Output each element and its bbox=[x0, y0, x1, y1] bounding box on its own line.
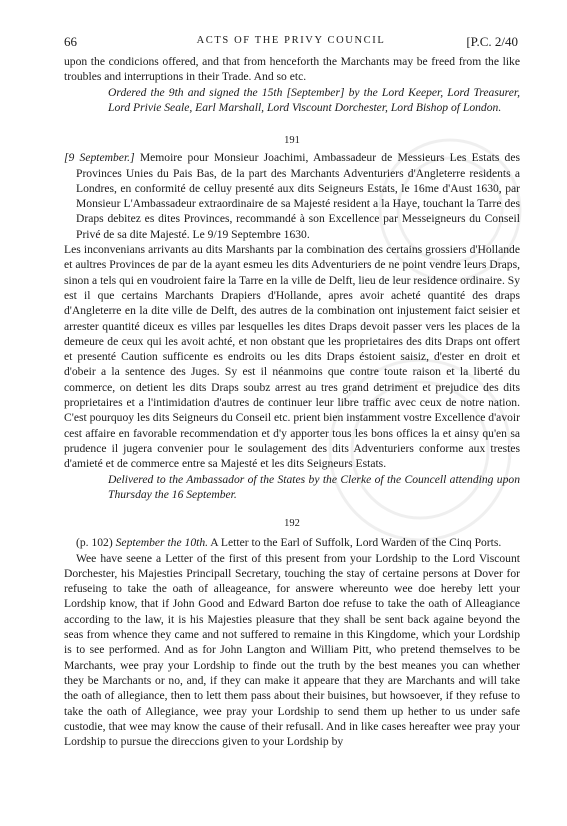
entry-date: [9 September.] bbox=[64, 151, 135, 165]
entry-192 bbox=[64, 516, 520, 749]
entry-number: 192 bbox=[284, 518, 300, 529]
continuation-text: upon the condicions offered, and that from henceforth the Marchants may be freed from the like troubles and interruptions in their Trade. And so etc. bbox=[64, 55, 520, 84]
entry-heading bbox=[64, 535, 520, 550]
delivered-note: Delivered to the Ambassador of the States by the Clerke of the Councell attending upon Thursday the 16 September. bbox=[108, 472, 520, 501]
page-number: 66 bbox=[64, 34, 77, 49]
page-ref: (p. 102) bbox=[76, 536, 113, 550]
entry-heading-text: A Letter to the Earl of Suffolk, Lord Warden of the Cinq Ports. bbox=[210, 536, 502, 550]
entry-body: Wee have seene a Letter of the first of this present from your Lordship to the Lord Viscount Dorchester, his Majesties Principall Secretary, touching the stay of certaine persons at Dover for refuseing to take the oath of alleageance, for answere whereunto wee doe hereby lett your Lordship know, that if John Good and Edward Barton doe refuse to take the oath of Alleagiance according to the law, it is his Majesties pleasure that they shall be sent back againe beyond the seas from whence they came and not suffered to remaine in this Kingdome, which your Lordship is to see performed. And as for John Langton and William Pitt, who pretend themselves to be Marchants, wee pray your Lordship to finde out the truth by the best meanes you can whether they be Marchants or no, and, if they can make it appeare that they are Marchants and will take the oath of allegiance, then to lett them pass about their buisines, but howsoever, if they refuse to take the oath of Allegiance, wee pray your Lordship to send them up hether to us under safe custodie, that wee may know the cause of their refusall. And in like cases hereafter wee pray your Lordship to pursue the direccions given to your Lordship by bbox=[64, 551, 520, 749]
top-continuation bbox=[64, 54, 520, 115]
entry-body: Les inconvenians arrivants au dits Marshants par la combination des certains grossiers d'Hollande et aultres Provinces de par de la ayant esmeu les dits Adventuriers de ne point vendre leurs Draps, sinon a tels qui en voudroient faire la Tarre en la ville de Delft, lieu de leur residence ordinaire. Sy est il que certains Marchants Drapiers d'Hollande, apres avoir acheté quantité des draps d'Angleterre en la dite ville de Delft, des autres de la combination ont injustement faict seisier et arrester quantité diceux es villes par lesquelles les dites Draps devoit passer vers les places de la demeure de ceux qui les avoit achté, et non obstant que les proprietaires des dits Draps ont offert et presenté Caution sufficente es endroits ou les dits Draps éstoient saisiz, d'ester en droit et d'obeir a la sentence des Juges. Sy est il néanmoins que contre toute raison et la liberté du commerce, on detient les dits Draps soubz arrest au tres grand detriment et prejudice des dits proprietaires et a l'intimidation d'autres de continuer leur libre traffic avec ceux de notre nation. C'est pourquoy les dits Seigneurs du Conseil etc. prient bien instamment vostre Excellence d'avoir cest affaire en favorable recommendation et d'y apporter tous les bons offices la et ainsy qu'en sa prudence il jugera convenier pour le soulagement des dits Adventuriers conforme aux trestes d'amieté et de commerce entre sa Majesté et les dits Seigneurs Estats. bbox=[64, 243, 520, 471]
ordered-note: Ordered the 9th and signed the 15th [September] by the Lord Keeper, Lord Treasurer, Lord Privie Seale, Earl Marshall, Lord Viscount Dorchester, Lord Bishop of London. bbox=[108, 85, 520, 114]
entry-date: September the 10th. bbox=[115, 536, 209, 550]
entry-number: 191 bbox=[284, 135, 300, 146]
running-title: ACTS OF THE PRIVY COUNCIL bbox=[196, 35, 386, 46]
archive-reference: [P.C. 2/40 bbox=[466, 34, 518, 49]
entry-191 bbox=[64, 133, 520, 502]
running-header bbox=[64, 34, 518, 50]
entry-heading-text: Memoire pour Monsieur Joachimi, Ambassadeur de Messieurs Les Estats des Provinces Unies du Pais Bas, de la part des Marchants Adventuriers d'Angleterre residents a Londres, en conformité de celluy presenté aux dits Seigneurs Estats, le 16me d'Aust 1630, par Monsieur L'Ambassadeur extraordinaire de sa Majesté resident a la Haye, touchant la Tarre des Draps debitez es dites Provinces, recommandé à son Excellence par Messeigneurs du Conseil Privé de sa dite Majesté. Le 9/19 Septembre 1630. bbox=[76, 151, 521, 241]
entry-heading bbox=[64, 150, 520, 242]
